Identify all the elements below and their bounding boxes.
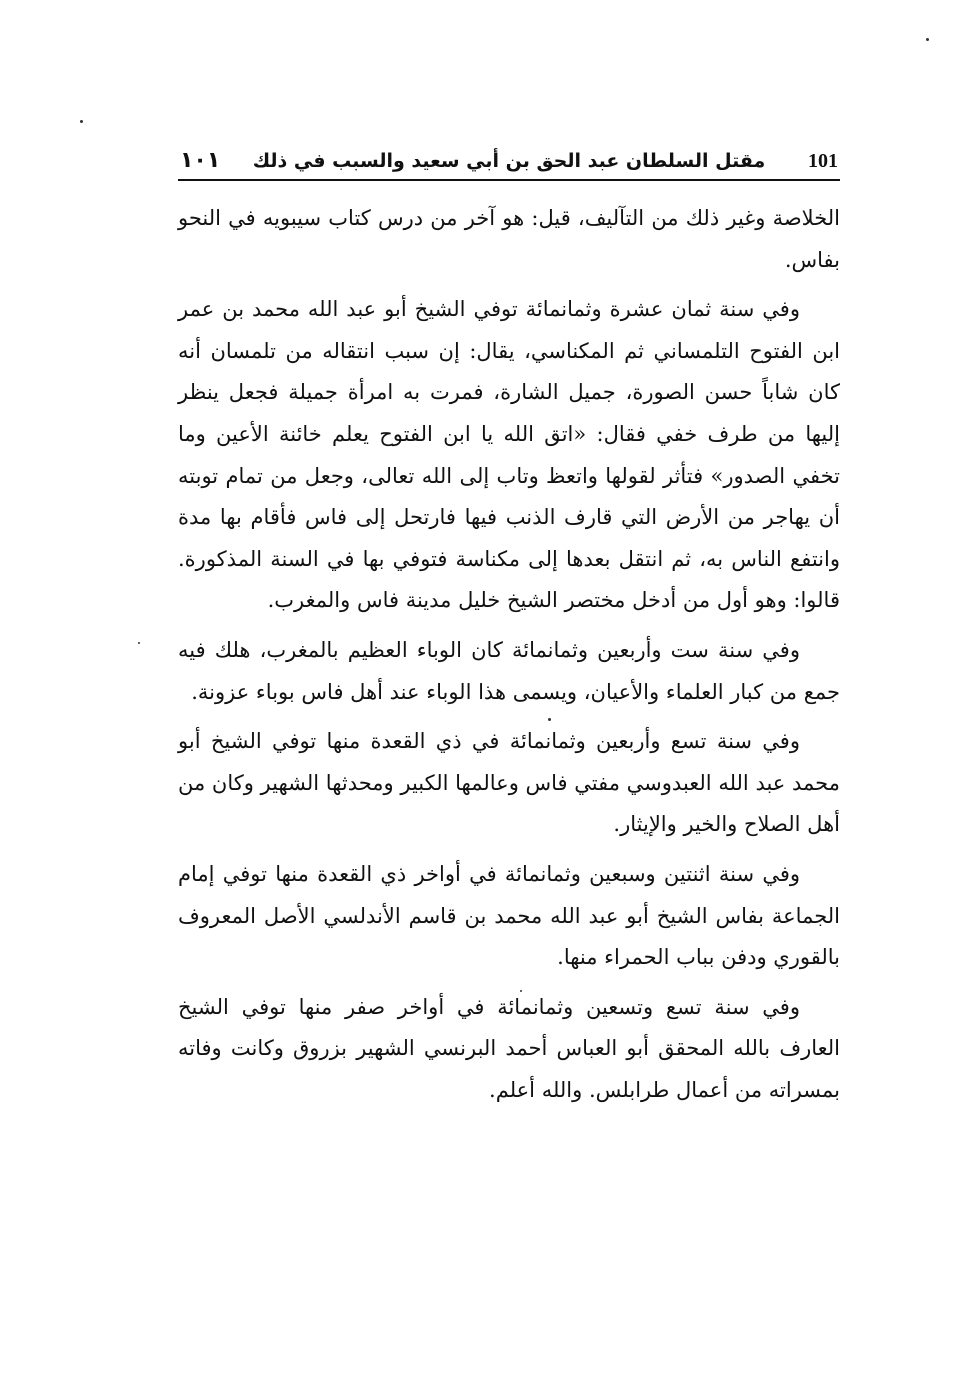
- scan-speck: [520, 990, 522, 992]
- paragraph-3: وفي سنة ست وأربعين وثمانمائة كان الوباء العظيم بالمغرب، هلك فيه جمع من كبار العلماء والأعيان، ويسمى هذا الوباء عند أهل فاس بوباء عزونة.: [178, 637, 840, 704]
- paragraph-6: وفي سنة تسع وتسعين وثمانمائة في أواخر صفر منها توفي الشيخ العارف بالله المحقق أبو العباس أحمد البرنسي الشهير بزروق وكانت وفاته بمسراته من أعمال طرابلس. والله أعلم.: [178, 994, 840, 1102]
- paragraph-4: وفي سنة تسع وأربعين وثمانمائة في ذي القعدة منها توفي الشيخ أبو محمد عبد الله العبدوسي مفتي فاس وعالمها الكبير ومحدثها الشهير وكان من أهل الصلاح والخير والإيثار.: [178, 729, 840, 837]
- scan-speck: [138, 642, 140, 644]
- paragraph-1: الخلاصة وغير ذلك من التآليف، قيل: هو آخر من درس كتاب سيبويه في النحو بفاس.: [178, 206, 840, 272]
- header-rule: [178, 179, 840, 181]
- body-text: [178, 198, 840, 1119]
- paragraph-2: وفي سنة ثمان عشرة وثمانمائة توفي الشيخ أبو عبد الله محمد بن عمر ابن الفتوح التلمساني ثم المكناسي، يقال: إن سبب انتقاله من تلمسان أنه كان شاباً حسن الصورة، جميل الشارة، فمرت به امرأة جميلة فجعل ينظر إليها من طرف خفي فقال: «اتق الله يا ابن الفتوح يعلم خائنة الأعين وما تخفي الصدور» فتأثر لقولها واتعظ وتاب إلى الله تعالى، وجعل من تمام توبته أن يهاجر من الأرض التي قارف الذنب فيها فارتحل إلى فاس فأقام بها مدة وانتفع الناس به، ثم انتقل بعدها إلى مكناسة فتوفي بها في السنة المذكورة. قالوا: وهو أول من أدخل مختصر الشيخ خليل مدينة فاس والمغرب.: [178, 297, 840, 613]
- running-title: مقتل السلطان عبد الحق بن أبي سعيد والسبب في ذلك: [252, 150, 766, 172]
- scan-speck: [80, 120, 83, 123]
- scan-speck: [926, 38, 929, 41]
- scan-speck: [548, 718, 551, 721]
- page-number-latin: 101: [808, 150, 838, 172]
- page-header: [178, 145, 840, 181]
- paragraph-5: وفي سنة اثنتين وسبعين وثمانمائة في أواخر ذي القعدة منها توفي إمام الجماعة بفاس الشيخ أبو عبد الله محمد بن قاسم الأندلسي الأصل المعروف بالقوري ودفن بباب الحمراء منها.: [178, 861, 840, 970]
- page-number-arabic: ١٠١: [180, 148, 221, 173]
